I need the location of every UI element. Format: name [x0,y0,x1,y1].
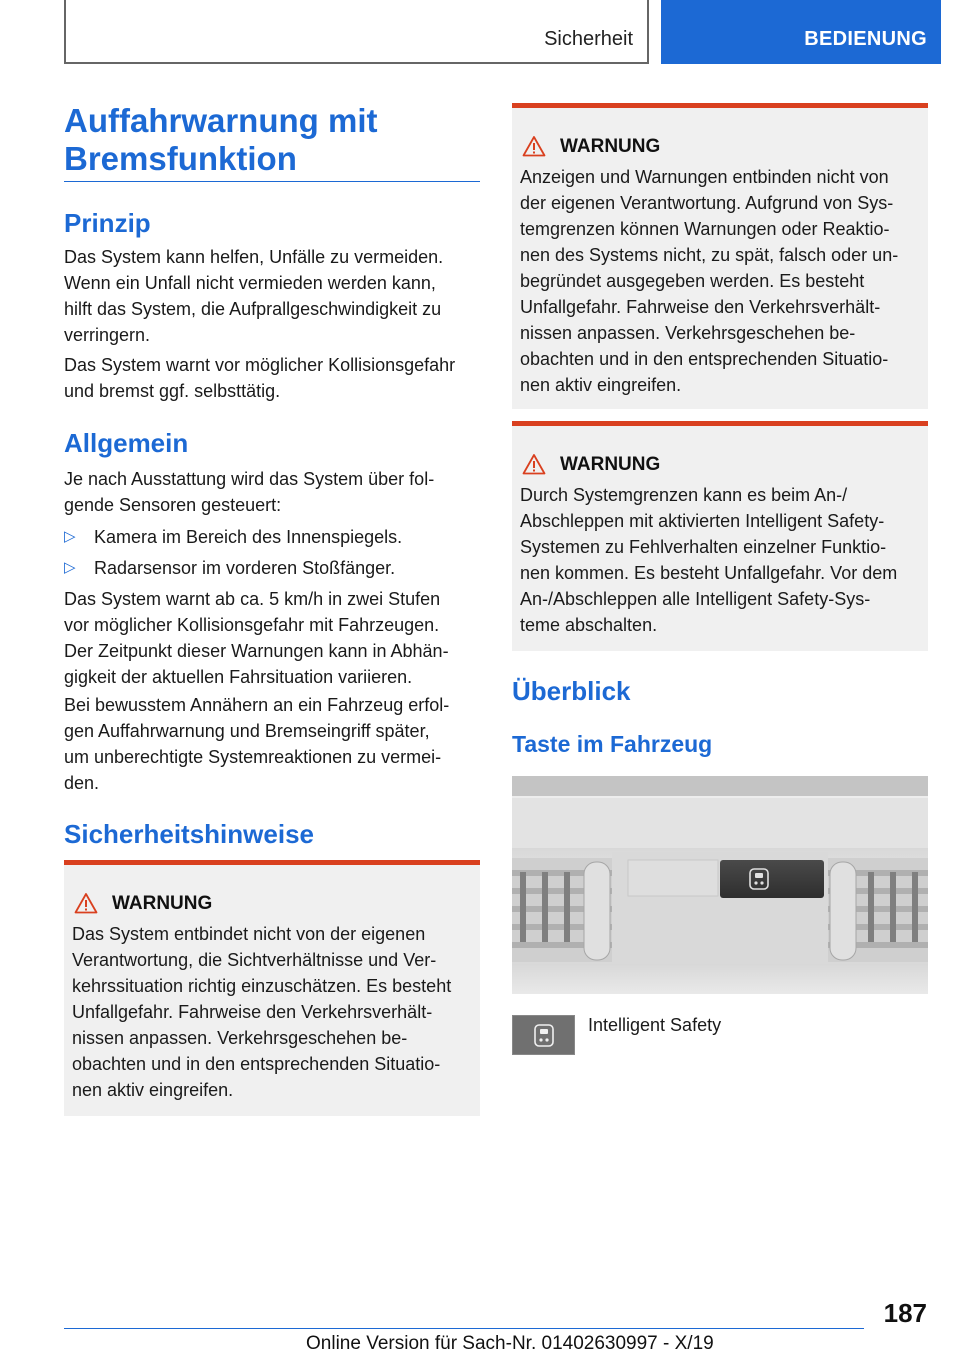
text-line: Bei bewusstem Annähern an ein Fahrzeug erfol‐ [64,695,450,715]
text-line: teme abschalten. [520,615,658,635]
text-line: Verantwortung, die Sichtverhältnisse und Ver‐ [72,950,437,970]
text-line: Abschleppen mit aktivierten Intelligent Safety- [520,511,885,531]
intelligent-safety-icon [513,1016,576,1056]
text-line: gende Sensoren gesteuert: [64,495,282,515]
warning-text [520,482,925,638]
warning-text [72,921,477,1103]
text-line: Systemen zu Fehlverhalten einzelner Funktio‐ [520,537,887,557]
footer-text: Online Version für Sach-Nr. 01402630997 - X/19 [306,1333,714,1354]
text-line: Je nach Ausstattung wird das System über fol‐ [64,469,435,489]
text-line: nen kommen. Es besteht Unfallgefahr. Vor dem [520,563,898,583]
title-divider [64,181,480,182]
warning-label: WARNUNG [560,136,661,157]
text-line: Durch Systemgrenzen kann es beim An-/ [520,485,848,505]
page-title-line-1: Auffahrwarnung mit [64,102,378,139]
text-line: gen Auffahrwarnung und Bremseingriff später, [64,721,430,741]
footer-divider [64,1328,864,1329]
text-line: nen aktiv eingreifen. [72,1080,234,1100]
dashboard-panel-illustration [512,776,928,994]
text-line: den. [64,773,100,793]
intelligent-safety-button-key [512,1015,575,1055]
text-line: Der Zeitpunkt dieser Warnungen kann in Abhän‐ [64,641,449,661]
text-line: Das System warnt ab ca. 5 km/h in zwei Stufen [64,589,441,609]
paragraph-prinzip-2 [64,352,480,404]
list-item-text: Radarsensor im vorderen Stoßfänger. [94,558,396,578]
triangle-right-outline-icon: ▷ [64,528,76,545]
text-line: obachten und in den entsprechenden Situatio‐ [72,1054,441,1074]
warning-box [512,421,928,651]
text-line: Wenn ein Unfall nicht vermieden werden kann, [64,273,436,293]
text-line: um unberechtigte Systemreaktionen zu vermei‐ [64,747,442,767]
text-line: nen aktiv eingreifen. [520,375,682,395]
page-title [64,102,480,178]
text-line: Das System entbindet nicht von der eigenen [72,924,426,944]
text-line: und bremst ggf. selbsttätig. [64,381,281,401]
text-line: vor möglicher Kollisionsgefahr mit Fahrzeugen. [64,615,440,635]
section-tab-label: Sicherheit [544,28,633,50]
text-line: nissen anpassen. Verkehrsgeschehen be‐ [72,1028,408,1048]
warning-triangle-icon [522,453,546,475]
text-line: obachten und in den entsprechenden Situatio‐ [520,349,889,369]
text-line: An-/Abschleppen alle Intelligent Safety-Sys‐ [520,589,871,609]
text-line: verringern. [64,325,151,345]
text-line: gigkeit der aktuellen Fahrsituation variieren. [64,667,413,687]
text-line: nen des Systems nicht, zu spät, falsch oder un‐ [520,245,899,265]
warning-triangle-icon [74,892,98,914]
chapter-tab-label: BEDIENUNG [804,28,927,50]
heading-taste-im-fahrzeug: Taste im Fahrzeug [512,731,713,757]
text-line: Das System kann helfen, Unfälle zu vermeiden. [64,247,444,267]
chapter-tab [661,0,941,64]
text-line: temgrenzen können Warnungen oder Reaktio‐ [520,219,890,239]
text-line: Das System warnt vor möglicher Kollisionsgefahr [64,355,456,375]
text-line: begründet ausgegeben werden. Es besteht [520,271,865,291]
text-line: Unfallgefahr. Fahrweise den Verkehrsverhält‐ [72,1002,433,1022]
text-line: hilft das System, die Aufprallgeschwindigkeit zu [64,299,442,319]
paragraph-allgemein-2 [64,586,480,690]
section-tab [64,0,649,64]
text-line: Anzeigen und Warnungen entbinden nicht von [520,167,889,187]
warning-triangle-icon [522,135,546,157]
text-line: kehrssituation richtig einzuschätzen. Es besteht [72,976,452,996]
heading-prinzip: Prinzip [64,208,151,238]
warning-box [512,103,928,409]
heading-allgemein: Allgemein [64,428,189,458]
heading-sicherheitshinweise: Sicherheitshinweise [64,819,314,849]
paragraph-allgemein-1 [64,466,480,518]
warning-box [64,860,480,1116]
warning-label: WARNUNG [560,454,661,475]
intelligent-safety-label: Intelligent Safety [588,1015,722,1035]
page-number: 187 [883,1298,927,1328]
warning-text [520,164,925,398]
text-line: Unfallgefahr. Fahrweise den Verkehrsverhält‐ [520,297,881,317]
warning-label: WARNUNG [112,893,213,914]
text-line: der eigenen Verantwortung. Aufgrund von Sys‐ [520,193,894,213]
page-title-line-2: Bremsfunktion [64,140,297,177]
list-item-text: Kamera im Bereich des Innenspiegels. [94,527,403,547]
triangle-right-outline-icon: ▷ [64,559,76,576]
heading-ueberblick: Überblick [512,676,631,706]
intelligent-safety-button [720,860,824,898]
paragraph-prinzip-1 [64,244,480,348]
vehicle-button-illustration [512,776,928,994]
paragraph-allgemein-3 [64,692,480,796]
text-line: nissen anpassen. Verkehrsgeschehen be‐ [520,323,856,343]
